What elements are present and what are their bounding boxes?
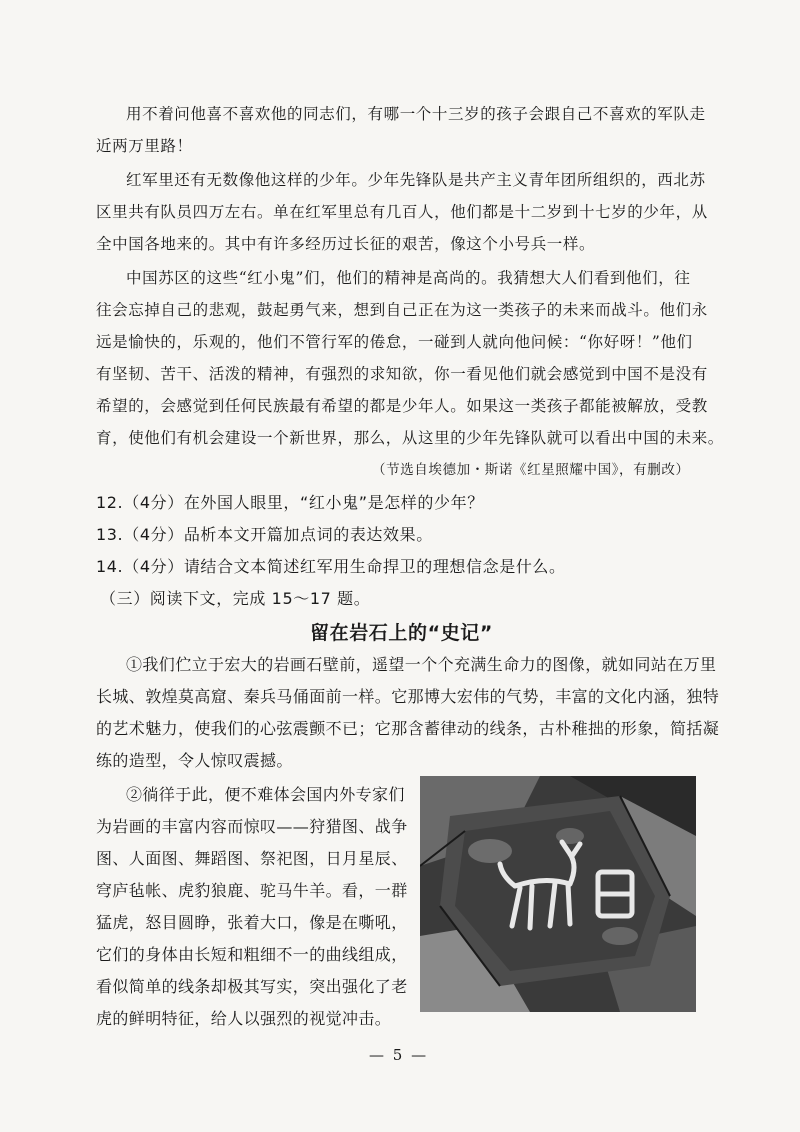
passage2-para1-line-1: ①我们伫立于宏大的岩画石壁前，遥望一个个充满生命力的图像，就如同站在万里: [126, 655, 717, 674]
passage2-para1-line-3: 的艺术魅力，使我们的心弦震颤不已；它那含蓄律动的线条，古朴稚拙的形象，简括凝: [96, 719, 720, 738]
question-12: 12.（4分）在外国人眼里，“红小鬼”是怎样的少年？: [96, 493, 484, 512]
passage2-title: 留在岩石上的“史记”: [310, 622, 493, 644]
passage2-para2-line-4: 穹庐毡帐、虎豹狼鹿、驼马牛羊。看，一群: [96, 881, 408, 900]
passage1-line-6: 中国苏区的这些“红小鬼”们，他们的精神是高尚的。我猜想大人们看到他们，往: [126, 269, 691, 287]
passage1-source: （节选自埃德加・斯诺《红星照耀中国》，有删改）: [372, 462, 690, 478]
passage2-para2-line-7: 看似简单的线条却极其写实，突出强化了老: [96, 977, 408, 996]
passage1-line-3: 红军里还有无数像他这样的少年。少年先锋队是共产主义青年团所组织的，西北苏: [126, 171, 706, 189]
question-13: 13.（4分）品析本文开篇加点词的表达效果。: [96, 525, 433, 544]
passage1-line-1: 用不着问他喜不喜欢他的同志们，有哪一个十三岁的孩子会跟自己不喜欢的军队走: [126, 105, 706, 123]
passage1-line-5: 全中国各地来的。其中有许多经历过长征的艰苦，像这个小号兵一样。: [96, 235, 596, 253]
passage1-line-4: 区里共有队员四万左右。单在红军里总有几百人，他们都是十二岁到十七岁的少年，从: [96, 203, 708, 221]
passage2-para1-line-4: 练的造型，令人惊叹震撼。: [96, 751, 293, 770]
section3-header: （三）阅读下文，完成 15～17 题。: [100, 589, 371, 608]
passage2-para2-line-1: ②徜徉于此，便不难体会国内外专家们: [126, 785, 405, 804]
passage2-para2-line-6: 它们的身体由长短和粗细不一的曲线组成，: [96, 945, 408, 964]
passage2-para1-line-2: 长城、敦煌莫高窟、秦兵马俑面前一样。它那博大宏伟的气势，丰富的文化内涵，独特: [96, 687, 720, 706]
passage2-para2-line-5: 猛虎，怒目圆睁，张着大口，像是在嘶吼，: [96, 913, 408, 932]
passage2-para2-line-8: 虎的鲜明特征，给人以强烈的视觉冲击。: [96, 1009, 392, 1028]
passage1-line-10: 希望的，会感觉到任何民族最有希望的都是少年人。如果这一类孩子都能被解放，受教: [96, 397, 708, 415]
passage2-para2-line-2: 为岩画的丰富内容而惊叹——狩猎图、战争: [96, 817, 408, 836]
passage1-line-9: 有坚韧、苦干、活泼的精神，有强烈的求知欲，你一看见他们就会感觉到中国不是没有: [96, 365, 708, 383]
passage2-para2-line-3: 图、人面图、舞蹈图、祭祀图，日月星辰、: [96, 849, 408, 868]
passage1-line-11: 育，使他们有机会建设一个新世界，那么，从这里的少年先锋队就可以看出中国的未来。: [96, 429, 724, 447]
passage1-line-8: 远是愉快的，乐观的，他们不管行军的倦怠，一碰到人就向他问候：“你好呀！”他们: [96, 333, 693, 351]
question-14: 14.（4分）请结合文本简述红军用生命捍卫的理想信念是什么。: [96, 557, 566, 576]
rock-painting-photo: [420, 776, 696, 1012]
passage1-line-2: 近两万里路！: [96, 137, 193, 155]
page-number: — 5 —: [369, 1046, 429, 1064]
passage1-line-7: 往会忘掉自己的悲观，鼓起勇气来，想到自己正在为这一类孩子的未来而战斗。他们永: [96, 301, 708, 319]
